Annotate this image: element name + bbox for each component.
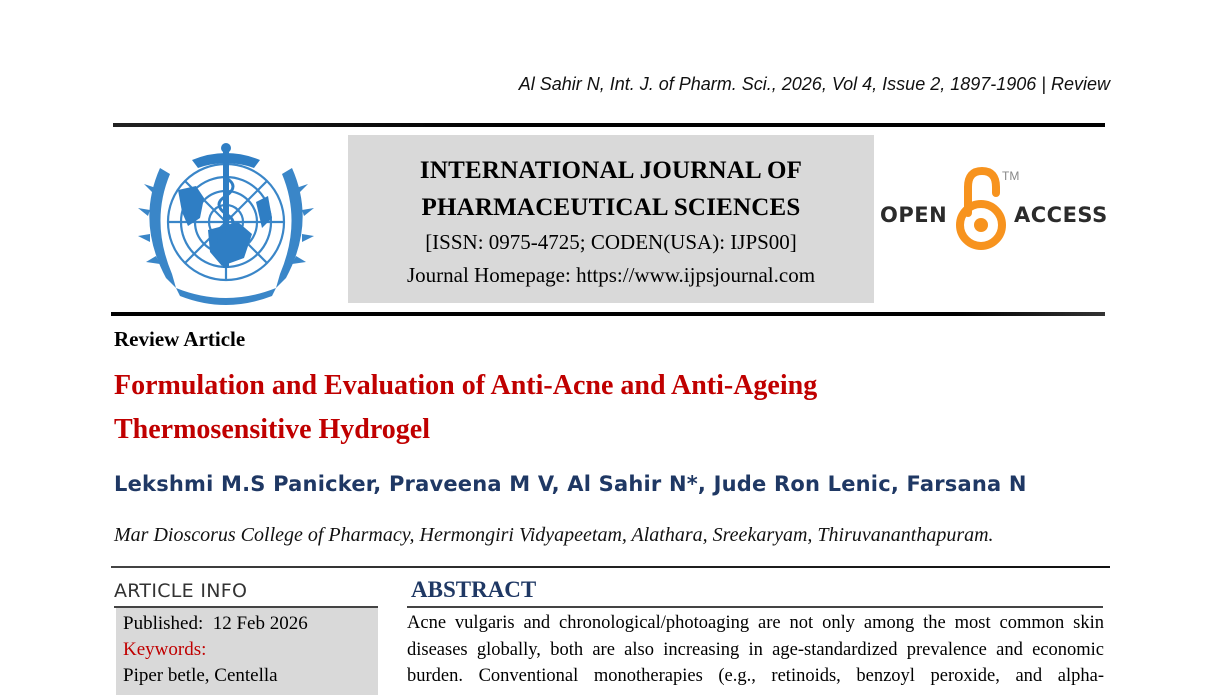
abstract-line: burden. Conventional monotherapies (e.g., retinoids, benzoyl peroxide, and alpha- bbox=[407, 666, 1104, 686]
abstract-heading: ABSTRACT bbox=[411, 577, 537, 602]
journal-issn: [ISSN: 0975-4725; CODEN(USA): IJPS00] bbox=[425, 230, 797, 254]
author-affiliation: Mar Dioscorus College of Pharmacy, Hermongiri Vidyapeetam, Alathara, Sreekaryam, Thiruvananthapuram. bbox=[114, 524, 994, 546]
open-access-word-open: OPEN bbox=[880, 203, 948, 227]
keywords-label: Keywords: bbox=[123, 639, 207, 660]
abstract-line: diseases globally, both are also increasing in age-standardized prevalence and economic bbox=[407, 639, 1104, 660]
keywords-value: Piper betle, Centella bbox=[123, 665, 278, 686]
paper-title-line1: Formulation and Evaluation of Anti-Acne and Anti-Ageing bbox=[114, 370, 818, 401]
journal-homepage-link[interactable]: Journal Homepage: https://www.ijpsjournal.com bbox=[406, 263, 816, 287]
running-head-citation: Al Sahir N, Int. J. of Pharm. Sci., 2026, Vol 4, Issue 2, 1897-1906 | Review bbox=[518, 74, 1110, 94]
masthead-bottom-rule bbox=[111, 312, 1105, 316]
article-info-heading: ARTICLE INFO bbox=[114, 580, 248, 602]
published-date: 12 Feb 2026 bbox=[212, 613, 308, 634]
article-info-box bbox=[116, 608, 378, 695]
published-row bbox=[123, 611, 378, 637]
trademark-mark: TM bbox=[1002, 169, 1020, 183]
section-separator-rule bbox=[111, 566, 1110, 568]
open-access-word-access: ACCESS bbox=[1014, 203, 1108, 227]
journal-title-line1: INTERNATIONAL JOURNAL OF bbox=[419, 157, 803, 184]
masthead-top-rule bbox=[113, 123, 1105, 127]
journal-title-line2: PHARMACEUTICAL SCIENCES bbox=[421, 194, 801, 221]
abstract-line: Acne vulgaris and chronological/photoaging are not only among the most common skin bbox=[407, 613, 1104, 633]
open-access-logo bbox=[880, 165, 1108, 255]
open-lock-icon bbox=[954, 165, 1008, 253]
abstract-rule bbox=[407, 606, 1103, 608]
paper-title-line2: Thermosensitive Hydrogel bbox=[114, 414, 431, 445]
article-type-label: Review Article bbox=[114, 327, 246, 351]
author-list: Lekshmi M.S Panicker, Praveena M V, Al Sahir N*, Jude Ron Lenic, Farsana N bbox=[114, 472, 1027, 496]
journal-emblem-icon bbox=[126, 138, 326, 306]
paper-title bbox=[114, 364, 1014, 452]
journal-masthead-box bbox=[348, 135, 874, 303]
abstract-text bbox=[407, 610, 1104, 690]
published-label: Published: bbox=[123, 613, 204, 634]
